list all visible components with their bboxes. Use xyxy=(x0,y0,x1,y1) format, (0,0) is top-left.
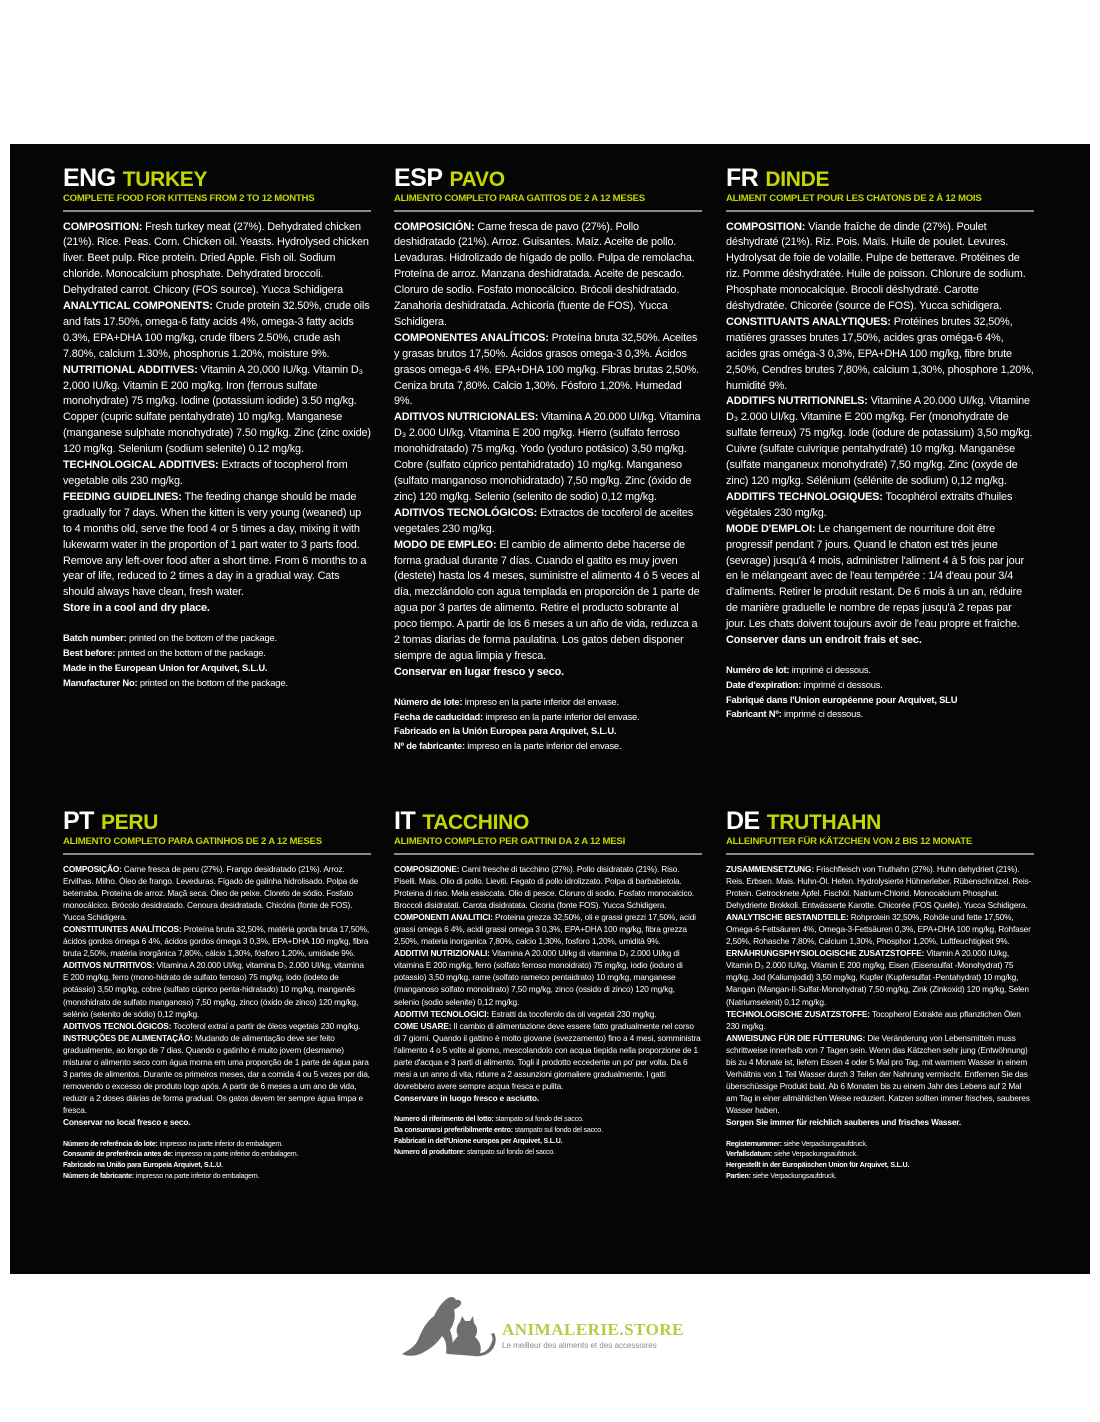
divider xyxy=(63,210,371,212)
footer-label: Registernummer: xyxy=(726,1139,782,1148)
section-pt xyxy=(63,809,371,1182)
info-block xyxy=(63,490,371,601)
info-block xyxy=(726,633,1034,649)
footer-label: Consumir de preferência antes de: xyxy=(63,1150,174,1159)
section-body xyxy=(394,863,702,1105)
block-label: COMPOSITION: xyxy=(726,220,806,233)
footer-line xyxy=(63,661,371,676)
footer-text: imprimé ci dessous. xyxy=(791,663,871,675)
section-body xyxy=(63,220,371,618)
section-body xyxy=(726,220,1034,649)
info-block xyxy=(63,299,371,363)
divider xyxy=(726,210,1034,212)
brand-tagline: Le meilleur des aliments et des accessoires xyxy=(502,1341,657,1350)
block-text: Frischfleisch von Truthahn (27%). Huhn dehydriert (21%). Reis. Erbsen. Mais. Huhn-Öl. Hefen. Hydrolysierte Hühnerleber. Rübenschnitzel. Reis-Protein. Getrocknete Äpfel. Fischöl. Natrium-Chlorid. Monocalcium Phosphat. Dehydrierte Brokkoli. Entwässerte Karotte. Chicorée (FOS Quelle). Yucca Schidigera. xyxy=(726,863,1032,910)
block-label: ADITIVOS NUTRICIONALES: xyxy=(394,411,539,424)
block-text: Vitamine A 20.000 UI/kg. Vitamine D₃ 2.000 UI/kg. Vitamine E 200 mg/kg. Fer (monohydrate de sulfate ferreux) 75 mg/kg. Iode (iodure de potassium) 3,50 mg/kg. Cuivre (sulfate cuivrique pentahydraté) 10 mg/kg. Manganèse (sulfate manganeux monohydraté) 7,50 mg/kg. Zinc (oxyde de zinc) 120 mg/kg. Sélénium (sélénite de sodium) 0,12 mg/kg. xyxy=(726,395,1033,487)
info-block xyxy=(394,665,702,681)
block-text: Il cambio di alimentazione deve essere fatto gradualmente nel corso di 7 giorni. Quando il gattino è molto giovane (svezzamento) fino a 4 mesi, somministra l'alimento 4 o 5 volte al giorno, mescolandolo con acqua tiepida nella proporzione de 1 parte d'acqua e 3 parti di alimento. Togli il prodotto eccedente un po' per volta. Da 6 mesi a un anno di vita, ridurre a 2 assunzioni giornaliere gradualmente. I gatti dovrebbero avere sempre acqua fresca e pulita. xyxy=(394,1020,701,1092)
block-label: ADDITIVI TECNOLOGICI: xyxy=(394,1008,490,1019)
section-body xyxy=(394,220,702,681)
block-text: Tocoferol extraí a partir de óleos vegetais 230 mg/kg. xyxy=(173,1020,361,1031)
footer-label: Fabricant Nº: xyxy=(726,708,782,720)
block-text: Mudando de alimentação deve ser feito gradualmente, ao longo de 7 dias. Quando o gatinho é muito jovem (desmame) misturar o alimento seco com água morna em uma proporção de 1 parte de água para 3 partes de alimentos. Durante os primeiros meses, dar a comida 4 ou 5 vezes por dia, removendo o excesso de produto logo após. A partir de 6 meses a um ano de vida, reduzir a 2 doses diárias de forma gradual. Os gatos devem ter sempre água limpa e fresca. xyxy=(63,1032,370,1116)
block-text: Fresh turkey meat (27%). Dehydrated chicken (21%). Rice. Peas. Corn. Chicken oil. Yeasts. Hydrolysed chicken liver. Beet pulp. Rice protein. Dried Apple. Fish oil. Sodium chloride. Monocalcium phosphate. Dehydrated broccoli. Dehydrated carrot. Chicory (FOS source). Yucca Schidigera xyxy=(63,220,369,297)
info-block xyxy=(63,363,371,458)
section-footer xyxy=(63,631,371,690)
block-label: ADITIVOS TECNOLÓGICOS: xyxy=(63,1020,172,1031)
block-label: FEEDING GUIDELINES: xyxy=(63,490,182,503)
footer-line xyxy=(63,1149,371,1160)
footer-line xyxy=(63,1171,371,1182)
block-label: COMPONENTI ANALITICI: xyxy=(394,911,493,922)
footer-text: impreso en la parte inferior del envase. xyxy=(464,695,619,707)
footer-label: Fabriqué dans l'Union européenne pour Arquivet, SLU xyxy=(726,693,958,705)
block-label: COMPOSIÇÃO: xyxy=(63,863,122,874)
block-text: Vitamina A 20.000 UI/kg di vitamina D₃ 2.000 UI/kg di vitamina E 200 mg/kg, ferro (solfato ferroso monoidrato) 75 mg/kg, iodio (ioduro di potassio) 3,50 mg/kg, rame (solfato rameico pentaidrato) 10 mg/kg, manganese (manganoso solfato monoidrato) 7,50 mg/kg, zinco (ossido di zinco) 120 mg/kg, selenio (sodio selenite) 0,12 mg/kg. xyxy=(394,948,683,1007)
section-esp xyxy=(394,166,702,754)
block-label: CONSTITUANTS ANALYTIQUES: xyxy=(726,315,891,328)
footer-line xyxy=(63,1160,371,1171)
section-name: TACCHINO xyxy=(422,811,530,834)
info-block xyxy=(63,1032,371,1117)
block-label: ADDITIFS TECHNOLOGIQUES: xyxy=(726,490,883,503)
footer-label: Numero di produttore: xyxy=(394,1148,466,1157)
section-code: ESP xyxy=(394,164,443,192)
block-text: Rohprotein 32,50%, Rohöle und fette 17,50%, Omega-6-Fettsäuren 4%, Omega-3-Fettsäuren 0,3%, EPA+DHA 100 mg/kg, Rohfaser 2,50%, Rohasche 7,80%, Calcium 1,30%, Phosphor 1,20%, Luftfeuchtigkeit 9%. xyxy=(726,911,1031,947)
footer-line xyxy=(726,663,1034,678)
block-text: Extracts of tocopherol from vegetable oils 230 mg/kg. xyxy=(63,459,348,487)
info-block xyxy=(394,410,702,505)
brand-logo xyxy=(398,1290,708,1362)
info-block xyxy=(394,1008,702,1020)
footer-text: impreso en la parte inferior del envase. xyxy=(485,710,640,722)
section-subtitle: ALIMENTO COMPLETO PARA GATITOS DE 2 A 12 MESES xyxy=(394,193,645,204)
block-label: COMPOSITION: xyxy=(63,220,143,233)
block-label: COMPONENTES ANALÍTICOS: xyxy=(394,331,549,344)
footer-line xyxy=(394,739,702,754)
block-label: ANALYTICAL COMPONENTS: xyxy=(63,300,213,313)
info-block xyxy=(394,220,702,331)
divider xyxy=(726,853,1034,855)
block-text: Viande fraîche de dinde (27%). Poulet déshydraté (21%). Riz. Pois. Maïs. Huile de poulet. Levures. Hydrolysat de foie de volaille. Pulpe de betterave. Protéines de riz. Pomme déshydratée. Huile de poisson. Chlorure de sodium. Phosphate monocalcique. Brocoli déshydraté. Carotte déshydratée. Chicorée (source de FOS). Yucca schidigera. xyxy=(726,220,1026,313)
info-block xyxy=(63,601,371,617)
section-footer xyxy=(394,1114,702,1158)
footer-text: siehe Verpackungsaufdruck. xyxy=(783,1139,868,1148)
footer-label: Fabricado en la Unión Europea para Arquivet, S.L.U. xyxy=(394,725,617,737)
info-block xyxy=(394,538,702,665)
section-name: TRUTHAHN xyxy=(766,811,881,834)
section-eng xyxy=(63,166,371,690)
block-text: El cambio de alimento debe hacerse de forma gradual durante 7 días. Cuando el gatito es muy joven (destete) hasta los 4 meses, suministre el alimento 4 ó 5 veces al día, mezclándolo con agua templada en proporción de 1 parte de agua por 3 partes de alimento. Retire el producto sobrante al poco tiempo. A partir de los 6 meses a un año de vida, reduzca a 2 tomas diarias de forma paulatina. Los gatos deben disponer siempre de agua limpia y fresca. xyxy=(394,538,700,662)
block-label: ZUSAMMENSETZUNG: xyxy=(726,863,814,874)
block-label: TECHNOLOGICAL ADDITIVES: xyxy=(63,459,219,472)
footer-line xyxy=(63,646,371,661)
block-label: ANWEISUNG FÜR DIE FÜTTERUNG: xyxy=(726,1032,866,1043)
section-footer xyxy=(726,663,1034,722)
info-block xyxy=(63,959,371,1019)
block-text: Vitamina A 20.000 UI/kg. Vitamina D₃ 2.000 UI/kg. Vitamina E 200 mg/kg. Hierro (sulfato ferroso monohidratado) 75 mg/kg. Yodo (yoduro potásico) 3,50 mg/kg. Cobre (sulfato cúprico pentahidratado) 10 mg/kg. Manganeso (sulfato manganoso monohidratado) 7,50 mg/kg. Zinc (óxido de zinc) 120 mg/kg. Selenio (selenito de sodio) 0,12 mg/kg. xyxy=(394,411,701,503)
info-block xyxy=(394,331,702,411)
footer-label: Made in the European Union for Arquivet, S.L.U. xyxy=(63,661,268,673)
info-block xyxy=(726,522,1034,633)
section-code: PT xyxy=(63,807,94,835)
section-subtitle: ALIMENT COMPLET POUR LES CHATONS DE 2 À 12 MOIS xyxy=(726,193,982,204)
info-block xyxy=(63,1020,371,1032)
block-text: Vitamin A 20.000 IU/kg, Vitamin D₃ 2.000 IU/kg, Vitamin E 200 mg/kg, Eisen (Eisensulfat -Monohydrat) 75 mg/kg, Jod (Kaliumjodid) 3,50 mg/kg, Kupfer (Kupfersulfat -Pentahydrat) 10 mg/kg, Mangan (Mangan-II-Sulfat-Monohydrat) 7,50 mg/kg, Zink (Zinkoxid) 120 mg/kg, Selen (Natriumselenit) 0,12 mg/kg. xyxy=(726,948,1029,1007)
block-text: Vitamina A 20.000 UI/kg, vitamina D₃ 2.000 UI/kg, vitamina E 200 mg/kg, ferro (mono-hidrato de sulfato ferroso) 75 mg/kg, iodo (iodeto de potássio) 3,50 mg/kg, cobre (sulfato cúprico penta-hidratado) 10 mg/kg, manganês (monohidrato de sulfato manganoso) 7,50 mg/kg, zinco (óxido de zinco) 120 mg/kg, selénio (selenito de sódio) 0,12 mg/kg. xyxy=(63,960,364,1019)
info-block xyxy=(726,911,1034,947)
section-it xyxy=(394,809,702,1158)
footer-text: printed on the bottom of the package. xyxy=(128,632,277,644)
footer-label: Fabbricati in dell'Unione europea per Arquivet, S.L.U. xyxy=(394,1137,563,1146)
block-label: MODE D'EMPLOI: xyxy=(726,522,816,535)
section-name: PAVO xyxy=(449,168,505,191)
block-text: Proteína bruta 32,50%, matéria gorda bruta 17,50%, ácidos gordos ómega 6 4%, ácidos gordos ómega 3 0,3%, EPA+DHA 100 mg/kg, fibra bruta 2,50%, matéria inorgânica 7,80%, cálcio 1,30%, fósforo 1,20%, umidade 9%. xyxy=(63,923,370,959)
section-subtitle: ALIMENTO COMPLETO PER GATTINI DA 2 A 12 MESI xyxy=(394,836,625,847)
footer-text: siehe Verpackungsaufdruck. xyxy=(773,1150,858,1159)
divider xyxy=(394,853,702,855)
block-label: ADDITIVI NUTRIZIONALI: xyxy=(394,948,490,959)
footer-text: imprimé ci dessous. xyxy=(783,708,863,720)
footer-line xyxy=(394,724,702,739)
info-block xyxy=(63,1116,371,1128)
footer-label: Fabricado na União para Europeia Arquivet, S.L.U. xyxy=(63,1161,223,1170)
info-block xyxy=(394,1020,702,1093)
section-name: PERU xyxy=(100,811,159,834)
block-label: COME USARE: xyxy=(394,1020,452,1031)
footer-line xyxy=(726,1171,1034,1182)
footer-label: Número de referência do lote: xyxy=(63,1139,158,1148)
block-text: Carne fresca de peru (27%). Frango desidratado (21%). Arroz. Ervilhas. Milho. Óleo de frango. Leveduras. Fígado de galinha hidrolisado. Polpa de beterraba. Proteína de arroz. Maçã seca. Óleo de peixe. Cloreto de sódio. Fosfato monocálcico. Brócolo desidratado. Cenoura desidratada. Chicória (fonte de FOS). Yucca Schidigera. xyxy=(63,863,359,922)
footer-text: siehe Verpackungsaufdruck. xyxy=(752,1172,837,1181)
footer-line xyxy=(394,1114,702,1125)
block-label: TECHNOLOGISCHE ZUSATZSTOFFE: xyxy=(726,1008,870,1019)
info-block xyxy=(726,220,1034,315)
footer-line xyxy=(63,1139,371,1150)
footer-label: Número de lote: xyxy=(394,695,463,707)
info-block xyxy=(726,490,1034,522)
info-block xyxy=(394,1092,702,1104)
block-text: Estratti da tocoferolo da oli vegetali 230 mg/kg. xyxy=(491,1008,657,1019)
footer-label: Número de fabricante: xyxy=(63,1172,135,1181)
info-block xyxy=(63,220,371,300)
section-code: FR xyxy=(726,164,759,192)
block-text: Die Veränderung von Lebensmitteln muss schrittweise innerhalb von 7 Tagen sein. Wenn das Kätzchen sehr jung (Entwöhnung) bis zu 4 Monate ist, liefern Essen 4 oder 5 Mal pro Tag, mit warmem Wasser in einem Verhältnis von 1 Teil Wasser durch 3 Teilen der Nahrung vermischt. Entfernen Sie das überschüssige Produkt bald. Ab 6 Monaten bis zu einem Jahr des Lebens auf 2 Mal am Tag in einer allmählichen Weise reduziert. Katzen sollten immer frisches, sauberes Wasser haben. xyxy=(726,1032,1030,1116)
block-label: Conserver dans un endroit frais et sec. xyxy=(726,634,922,647)
divider xyxy=(63,853,371,855)
section-footer xyxy=(394,695,702,754)
block-label: Conservar en lugar fresco y seco. xyxy=(394,665,564,678)
section-footer xyxy=(726,1139,1034,1183)
footer-line xyxy=(726,707,1034,722)
footer-label: Numéro de lot: xyxy=(726,663,790,675)
footer-line xyxy=(394,1147,702,1158)
info-block xyxy=(394,863,702,911)
footer-text: impresso na parte inferior do embalagem. xyxy=(159,1139,283,1148)
footer-label: Nº de fabricante: xyxy=(394,740,465,752)
block-label: INSTRUÇÕES DE ALIMENTAÇÃO: xyxy=(63,1032,193,1043)
section-fr xyxy=(726,166,1034,722)
info-block xyxy=(394,911,702,947)
block-text: Tocopherol Extrakte aus pflanzlichen Ölen 230 mg/kg. xyxy=(726,1008,1021,1031)
footer-line xyxy=(394,695,702,710)
section-code: ENG xyxy=(63,164,116,192)
section-footer xyxy=(63,1139,371,1183)
footer-label: Manufacturer No: xyxy=(63,676,138,688)
section-body xyxy=(63,863,371,1129)
footer-label: Verfallsdatum: xyxy=(726,1150,773,1159)
footer-text: impresso na parte inferior do embalagem. xyxy=(135,1172,260,1181)
footer-text: stampato sul fondo del sacco. xyxy=(495,1115,584,1124)
footer-line xyxy=(726,678,1034,693)
section-body xyxy=(726,863,1034,1129)
block-text: Vitamin A 20,000 IU/kg. Vitamin D₃ 2,000 IU/kg. Vitamin E 200 mg/kg. Iron (ferrous sulfate monohydrate) 75 mg/kg. Iodine (potassium iodide) 3.50 mg/kg. Copper (cupric sulfate pentahydrate) 10 mg/kg. Manganese (manganese sulphate monohydrate) 7.50 mg/kg. Zinc (zinc oxide) 120 mg/kg. Selenium (sodium selenite) 0.12 mg/kg. xyxy=(63,363,371,456)
block-label: ADDITIFS NUTRITIONNELS: xyxy=(726,395,868,408)
section-code: IT xyxy=(394,807,416,835)
footer-line xyxy=(726,1149,1034,1160)
footer-text: printed on the bottom of the package. xyxy=(139,676,288,688)
footer-label: Batch number: xyxy=(63,632,127,644)
block-label: CONSTITUINTES ANALÍTICOS: xyxy=(63,923,182,934)
footer-line xyxy=(63,676,371,691)
block-text: Tocophérol extraits d'huiles végétales 230 mg/kg. xyxy=(726,490,1013,519)
block-text: The feeding change should be made gradually for 7 days. When the kitten is very young (weaned) up to 4 months old, serve the food 4 or 5 times a day, mixing it with lukewarm water in the proportion of 1 part water to 3 parts food. Remove any left-over food after a short time. From 6 months to a year of life, reduced to 2 times a day in a gradual way. Cats should always have clean, fresh water. xyxy=(63,490,367,599)
footer-label: Partien: xyxy=(726,1172,751,1181)
section-name: TURKEY xyxy=(122,168,208,191)
footer-label: Numero di riferimento del lotto: xyxy=(394,1115,494,1124)
divider xyxy=(394,210,702,212)
block-label: COMPOSIZIONE: xyxy=(394,863,460,874)
block-text: Le changement de nourriture doit être progressif pendant 7 jours. Quand le chaton est très jeune (sevrage) jusqu'à 4 mois, administrer l'aliment 4 à 5 fois par jour en le mélangeant avec de l'eau tempérée : 1/4 d'eau pour 3/4 d'aliments. Retirer le produit restant. De 6 mois à un an, réduire de manière graduelle le nombre de repas jusqu'à 2 repas par jour. Les chats doivent toujours avoir de l'eau propre et fraîche. xyxy=(726,522,1024,631)
label-panel xyxy=(10,144,1090,1274)
section-subtitle: ALLEINFUTTER FÜR KÄTZCHEN VON 2 BIS 12 MONATE xyxy=(726,836,973,847)
info-block xyxy=(63,458,371,490)
section-code: DE xyxy=(726,807,760,835)
block-label: COMPOSICIÓN: xyxy=(394,220,475,233)
section-subtitle: COMPLETE FOOD FOR KITTENS FROM 2 TO 12 MONTHS xyxy=(63,193,315,204)
footer-line xyxy=(63,631,371,646)
block-text: Proteína bruta 32,50%. Aceites y grasas brutos 17,50%. Ácidos grasos omega-3 0,3%. Ácidos grasos omega-6 4%. EPA+DHA 100 mg/kg. Fibras brutas 2,50%. Ceniza bruta 7,80%. Calcio 1,30%. Fósforo 1,20%. Humedad 9%. xyxy=(394,331,699,408)
footer-line xyxy=(394,1136,702,1147)
footer-line xyxy=(726,693,1034,708)
info-block xyxy=(726,1008,1034,1032)
section-de xyxy=(726,809,1034,1182)
block-text: Extractos de tocoferol de aceites vegetales 230 mg/kg. xyxy=(394,506,694,535)
footer-text: stampato sul fondo del sacco. xyxy=(466,1148,555,1157)
section-name: DINDE xyxy=(765,168,830,191)
block-text: Carni fresche di tacchino (27%). Pollo disidratato (21%). Riso. Piselli. Mais. Olio di pollo. Lieviti. Fegato di pollo idrolizzato. Polpa di barbabietola. Proteina di riso. Mela essiccata. Olio di pesce. Cloruro di sodio. Fosfato monocalcico. Broccoli disidratati. Carota disidratata. Cicoria (fonte FOS). Yucca Schidigera. xyxy=(394,863,695,910)
footer-label: Date d'expiration: xyxy=(726,678,802,690)
info-block xyxy=(726,1032,1034,1117)
brand-name: ANIMALERIE.STORE xyxy=(502,1320,684,1339)
footer-text: imprimé ci dessous. xyxy=(803,678,883,690)
footer-text: impresso na parte inferior do embalagem. xyxy=(174,1150,299,1159)
footer-line xyxy=(394,710,702,725)
footer-label: Hergestellt in der Europäischen Union für Arquivet, S.L.U. xyxy=(726,1161,910,1170)
block-label: ADITIVOS TECNOLÓGICOS: xyxy=(394,506,538,519)
footer-text: stampato sul fondo del sacco. xyxy=(514,1126,603,1135)
info-block xyxy=(394,506,702,538)
block-label: Conservare in luogo fresco e asciutto. xyxy=(394,1093,540,1104)
info-block xyxy=(726,394,1034,489)
footer-text: impreso en la parte inferior del envase. xyxy=(467,740,622,752)
footer-line xyxy=(394,1125,702,1136)
info-block xyxy=(63,863,371,923)
info-block xyxy=(726,315,1034,395)
block-label: ADITIVOS NUTRITIVOS: xyxy=(63,960,155,971)
block-label: Conservar no local fresco e seco. xyxy=(63,1117,191,1128)
block-text: Carne fresca de pavo (27%). Pollo deshidratado (21%). Arroz. Guisantes. Maíz. Aceite de pollo. Levaduras. Hidrolizado de hígado de pollo. Pulpa de remolacha. Proteína de arroz. Manzana deshidratada. Aceite de pescado. Cloruro de sodio. Fosfato monocálcico. Brócoli deshidratado. Zanahoria deshidratada. Achicoria (fuente de FOS). Yucca Schidigera. xyxy=(394,220,695,328)
block-text: Protéines brutes 32,50%, matières grasses brutes 17,50%, acides gras oméga-6 4%, acides gras oméga-3 0,3%, EPA+DHA 100 mg/kg, fibre brute 2,50%, Cendres brutes 7,80%, calcium 1,30%, phosphore 1,20%, humidité 9%. xyxy=(726,315,1034,392)
footer-line xyxy=(726,1160,1034,1171)
info-block xyxy=(63,923,371,959)
block-text: Proteina grezza 32,50%, oli e grassi grezzi 17,50%, acidi grassi omega 6 4%, acidi grassi omega 3 0,3%, EPA+DHA 100 mg/kg, fibra grezza 2,50%, materia inorganica 7,80%, calcio 1,30%, fosforo 1,20%, umidità 9%. xyxy=(394,911,696,947)
footer-label: Best before: xyxy=(63,646,116,658)
block-label: ANALYTISCHE BESTANDTEILE: xyxy=(726,911,849,922)
info-block xyxy=(726,947,1034,1007)
footer-label: Fecha de caducidad: xyxy=(394,710,483,722)
info-block xyxy=(394,947,702,1007)
block-label: Store in a cool and dry place. xyxy=(63,602,210,615)
footer-label: Da consumarsi preferibilmente entro: xyxy=(394,1126,513,1135)
block-label: Sorgen Sie immer für reichlich sauberes und frisches Wasser. xyxy=(726,1117,962,1128)
section-subtitle: ALIMENTO COMPLETO PARA GATINHOS DE 2 A 12 MESES xyxy=(63,836,322,847)
block-label: MODO DE EMPLEO: xyxy=(394,538,497,551)
footer-line xyxy=(726,1139,1034,1150)
block-text: Crude protein 32.50%, crude oils and fats 17.50%, omega-6 fatty acids 4%, omega-3 fatty acids 0.3%, EPA+DHA 100 mg/kg, crude fibers 2.50%, crude ash 7.80%, calcium 1.30%, phosphorus 1.20%, moisture 9%. xyxy=(63,300,370,360)
footer-text: printed on the bottom of the package. xyxy=(117,646,266,658)
dog-cat-silhouette-icon xyxy=(398,1290,498,1362)
info-block xyxy=(726,863,1034,911)
info-block xyxy=(726,1116,1034,1128)
block-label: ERNÄHRUNGSPHYSIOLOGISCHE ZUSATZSTOFFE: xyxy=(726,948,925,959)
block-label: NUTRITIONAL ADDITIVES: xyxy=(63,363,198,376)
